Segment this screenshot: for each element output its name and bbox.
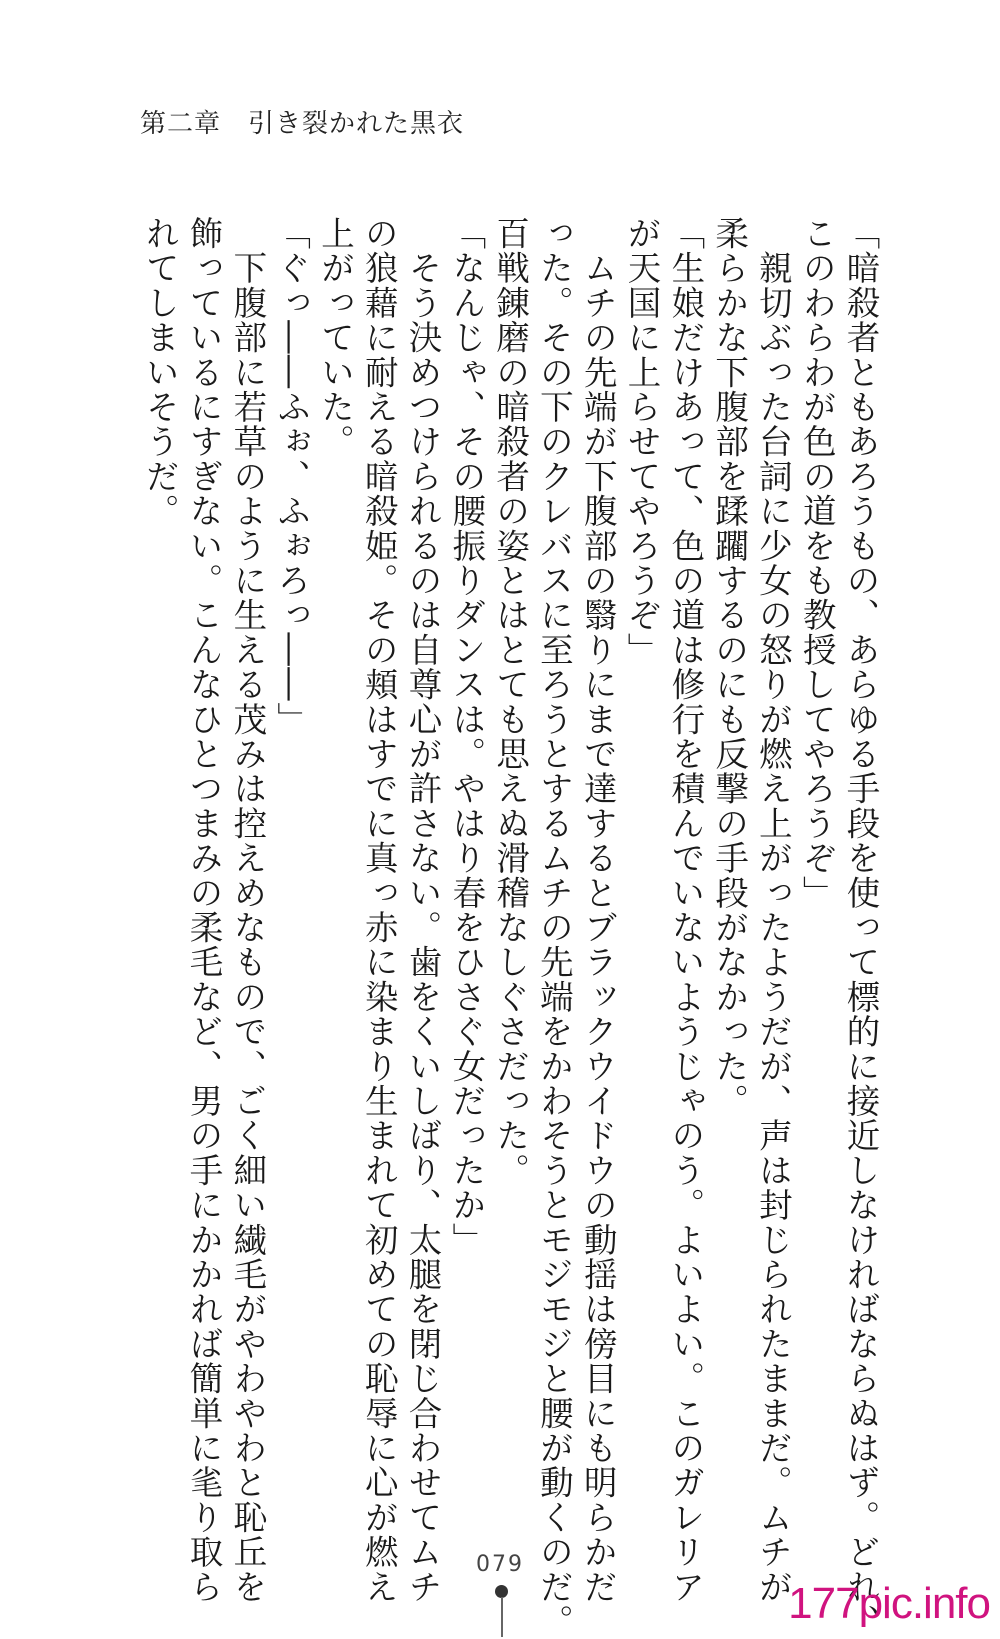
text-line: このわらわが色の道をも教授してやろうぞ」 (797, 216, 837, 910)
text-line: 飾っているにすぎない。こんなひとつまみの柔毛など、男の手にかかれば簡単に毟り取ら (184, 216, 224, 1604)
text-line: 親切ぶった台詞に少女の怒りが燃え上がったようだが、声は封じられたままだ。ムチが (753, 216, 793, 1604)
text-line: 「なんじゃ、その腰振りダンスは。やはり春をひさぐ女だったか」 (446, 216, 486, 1257)
text-line: 百戦錬磨の暗殺者の姿とはとても思えぬ滑稽なしぐさだった。 (490, 216, 530, 1188)
text-line: れてしまいそうだ。 (140, 216, 180, 529)
page-number: 079 (476, 1552, 524, 1577)
text-line: 上がっていた。 (315, 216, 355, 459)
text-line: 「ぐっ――ふぉ、ふぉろっ――」 (271, 216, 311, 737)
text-line: った。その下のクレバスに至ろうとするムチの先端をかわそうとモジモジと腰が動くのだ。 (534, 216, 574, 1639)
text-line: そう決めつけられるのは自尊心が許さない。歯をくいしばり、太腿を閉じ合わせてムチ (403, 216, 443, 1604)
text-line: 「暗殺者ともあろうもの、あらゆる手段を使って標的に接近しなければならぬはず。どれ、 (841, 216, 880, 1639)
folio-line-ornament (501, 1597, 503, 1637)
watermark-text: 177pic.info (788, 1579, 990, 1628)
text-line: 「生娘だけあって、色の道は修行を積んでいないようじゃのう。よいよい。このガレリア (665, 216, 705, 1604)
text-line: 柔らかな下腹部を蹂躙するのにも反撃の手段がなかった。 (709, 216, 749, 1119)
text-line: の狼藉に耐える暗殺姫。その頬はすでに真っ赤に染まり生まれて初めての恥辱に心が燃え (359, 216, 399, 1604)
text-line: 下腹部に若草のように生える茂みは控えめなもので、ごく細い繊毛がやわやわと恥丘を (227, 216, 267, 1604)
running-head-title: 第二章 引き裂かれた黒衣 (140, 109, 465, 139)
text-line: ムチの先端が下腹部の翳りにまで達するとブラックウイドウの動揺は傍目にも明らかだ (578, 216, 618, 1604)
text-line: が天国に上らせてやろうぞ」 (622, 216, 662, 668)
